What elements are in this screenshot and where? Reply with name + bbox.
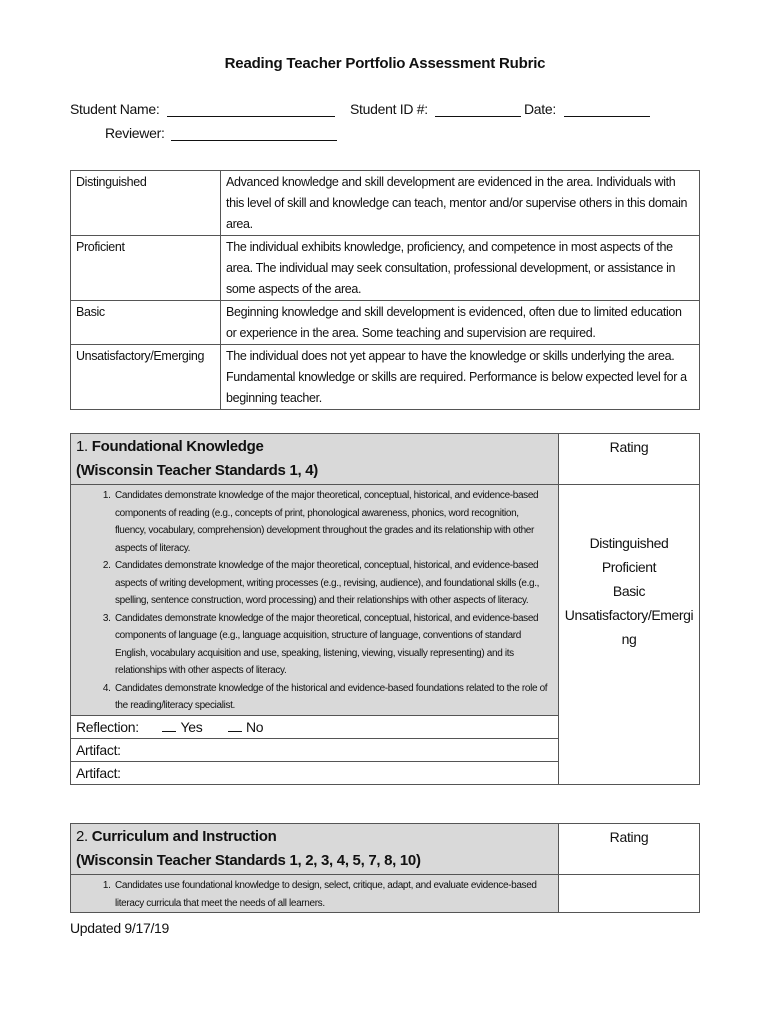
date-field[interactable] [564, 102, 650, 117]
no-label: No [246, 718, 264, 735]
no-blank[interactable] [228, 719, 242, 732]
yes-blank[interactable] [162, 719, 176, 732]
table-row [71, 345, 700, 410]
table-row [71, 301, 700, 345]
yes-label: Yes [180, 718, 203, 735]
rating-option[interactable]: Basic [612, 583, 646, 599]
table-row [71, 171, 700, 236]
level-description: The individual exhibits knowledge, proficiency, and competence in most aspects of the area. The individual may seek consultation, professional development, or assistance in some aspects of the area. [221, 236, 700, 301]
level-name: Unsatisfactory/Emerging [71, 345, 221, 410]
rating-option[interactable]: Proficient [601, 559, 657, 575]
table-row [71, 824, 700, 875]
level-definitions-table [70, 170, 700, 410]
level-name: Proficient [71, 236, 221, 301]
rating-cell[interactable] [559, 875, 700, 913]
date-label: Date: [524, 101, 556, 117]
criterion-item: 2. Candidates demonstrate knowledge of the major theoretical, conceptual, historical, and evidence-based aspects of writing development, writing processes (e.g., revising, audience), and foundational skills (e.g., spelling, sentence construction, word processing) and their relationships with other aspects of literacy. [113, 557, 552, 610]
reviewer-label: Reviewer: [105, 125, 165, 141]
date-row [524, 101, 650, 117]
student-id-field[interactable] [435, 102, 521, 117]
reflection-row [71, 715, 559, 738]
artifact-label: Artifact: [76, 741, 121, 758]
student-name-row [70, 101, 335, 117]
table-row [71, 236, 700, 301]
rating-options[interactable] [559, 485, 700, 785]
rating-header: Rating [559, 824, 700, 875]
page-title: Reading Teacher Portfolio Assessment Rubric [224, 55, 546, 72]
section-1-criteria [71, 485, 559, 716]
student-name-field[interactable] [167, 102, 335, 117]
section-number: 1. [76, 438, 88, 455]
criterion-item: 1. Candidates use foundational knowledge to design, select, critique, adapt, and evaluate evidence-based literacy curricula that meet the needs of all learners. [113, 877, 552, 912]
student-id-row [350, 101, 521, 117]
level-description: Beginning knowledge and skill development is evidenced, often due to limited education or experience in the area. Some teaching and supervision are required. [221, 301, 700, 345]
rating-option[interactable]: Unsatisfactory/Emergi [564, 607, 694, 623]
level-name: Basic [71, 301, 221, 345]
rating-option[interactable]: Distinguished [589, 535, 669, 551]
artifact-row[interactable] [71, 738, 559, 761]
rating-header: Rating [559, 434, 700, 485]
section-2-header [71, 824, 559, 875]
updated-date: Updated 9/17/19 [70, 920, 170, 936]
rating-option-wrap: ng [621, 631, 637, 647]
level-description: The individual does not yet appear to have the knowledge or skills underlying the area. Fundamental knowledge or skills are required. Performance is below expected level for a beginning teacher. [221, 345, 700, 410]
section-standards: (Wisconsin Teacher Standards 1, 4) [76, 462, 318, 479]
table-row [71, 434, 700, 485]
artifact-label: Artifact: [76, 764, 121, 781]
section-1-table [70, 433, 700, 785]
artifact-row[interactable] [71, 761, 559, 784]
section-1-header [71, 434, 559, 485]
table-row [71, 875, 700, 913]
section-title: Foundational Knowledge [91, 438, 264, 455]
level-name: Distinguished [71, 171, 221, 236]
level-description: Advanced knowledge and skill development are evidenced in the area. Individuals with this level of skill and knowledge can teach, mentor and/or supervise others in this domain area. [221, 171, 700, 236]
student-name-label: Student Name: [70, 101, 160, 117]
criterion-item: 4. Candidates demonstrate knowledge of the historical and evidence-based foundations related to the role of the reading/literacy specialist. [113, 680, 552, 715]
student-id-label: Student ID #: [350, 101, 428, 117]
section-title: Curriculum and Instruction [91, 828, 277, 845]
reflection-label: Reflection: [76, 718, 139, 735]
criterion-item: 3. Candidates demonstrate knowledge of the major theoretical, conceptual, historical, and evidence-based components of language (e.g., language acquisition, structure of language, conventions of standard English, vocabulary acquisition and use, speaking, listening, viewing, visually representing) and its relationships with other aspects of literacy. [113, 610, 552, 680]
section-standards: (Wisconsin Teacher Standards 1, 2, 3, 4, 5, 7, 8, 10) [76, 852, 421, 869]
reviewer-row [105, 125, 337, 141]
section-number: 2. [76, 828, 88, 845]
section-2-criteria [71, 875, 559, 913]
reviewer-field[interactable] [171, 126, 337, 141]
section-2-table [70, 823, 700, 913]
criterion-item: 1. Candidates demonstrate knowledge of the major theoretical, conceptual, historical, and evidence-based components of reading (e.g., concepts of print, phonological awareness, phonics, word recognition, fluency, vocabulary, comprehension) development throughout the grades and its relationship with other aspects of literacy. [113, 487, 552, 557]
table-row [71, 485, 700, 716]
